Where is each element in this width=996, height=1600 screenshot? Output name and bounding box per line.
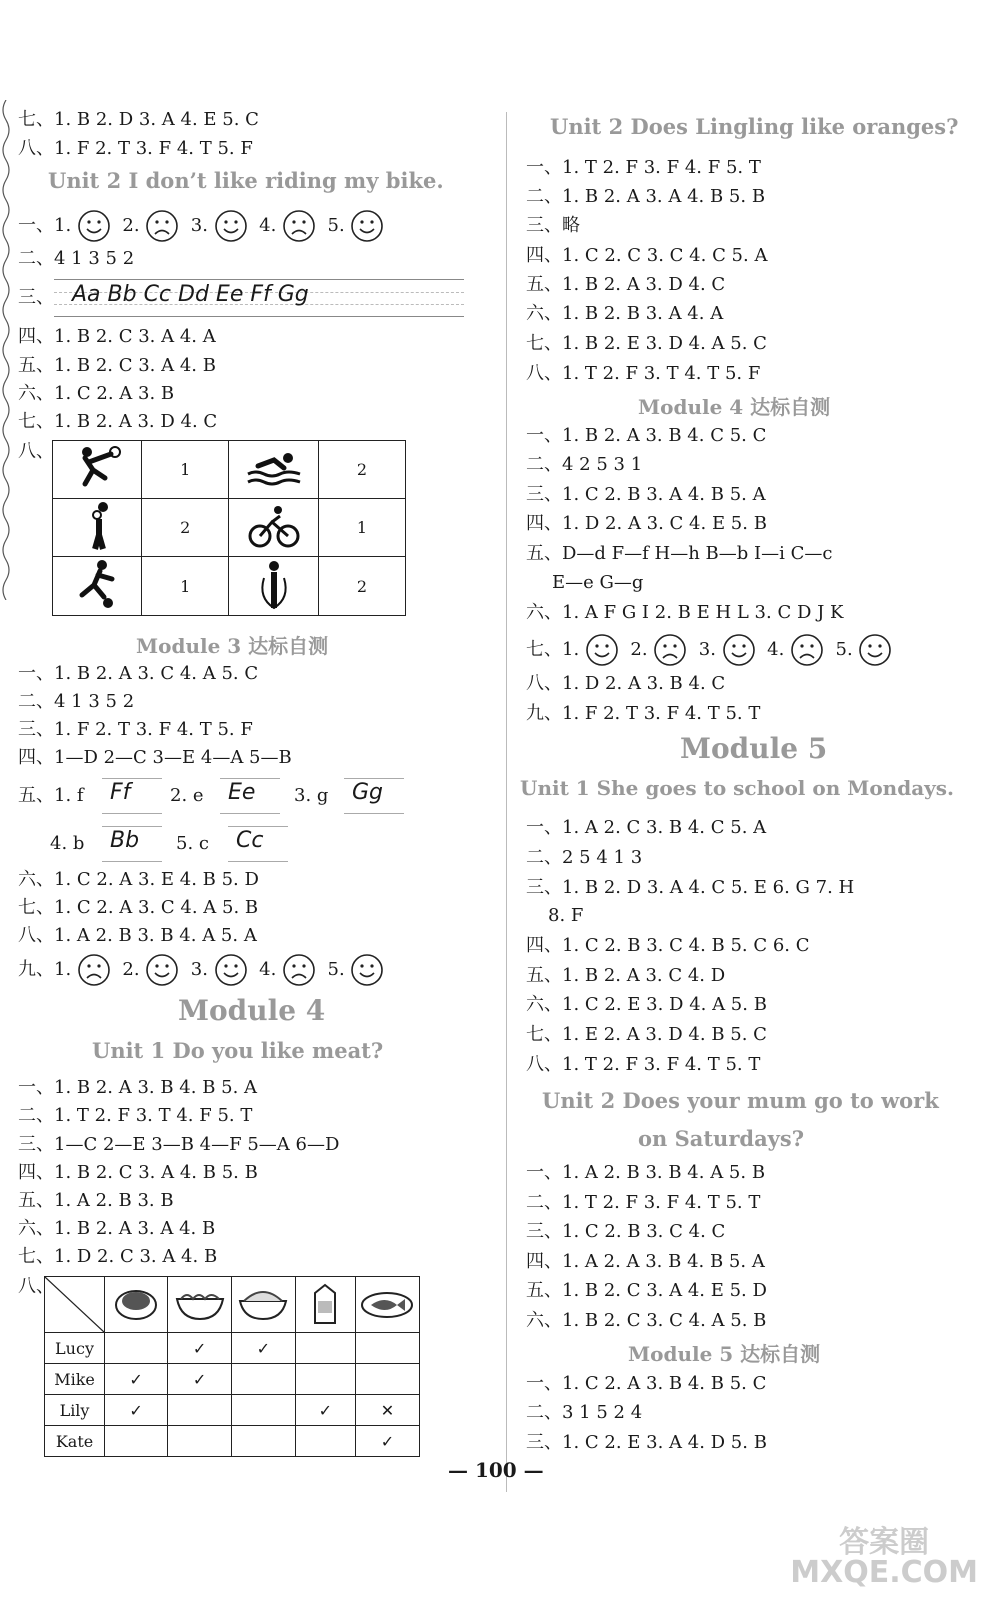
question-label: 九、1. <box>18 959 72 980</box>
diagonal-header-cell <box>45 1277 105 1333</box>
question-label: 5. <box>327 959 345 980</box>
answer-line: 八、1. T 2. F 3. F 4. T 5. T <box>526 1054 761 1075</box>
wavy-margin-line <box>0 100 12 600</box>
name-cell: Kate <box>45 1426 105 1457</box>
answer-line: 九、1. F 2. T 3. F 4. T 5. T <box>526 703 761 724</box>
question-label: 5. <box>327 215 345 236</box>
answer-line: 四、1. B 2. C 3. A 4. A <box>18 326 216 347</box>
answer-line: 三、1. C 2. B 3. A 4. B 5. A <box>526 484 766 505</box>
handwritten-letters: Ee <box>228 780 256 805</box>
question-label: 3. g <box>294 785 329 806</box>
table-cell: 1 <box>142 441 229 499</box>
answer-line: 一、1. A 2. C 3. B 4. C 5. A <box>526 817 767 838</box>
answer-line: 五、1. B 2. A 3. D 4. C <box>526 274 726 295</box>
noodles-bowl-icon <box>168 1277 232 1333</box>
cross-mark: ✕ <box>355 1395 419 1426</box>
question-label: 七、1. <box>526 639 580 660</box>
answer-line: 二、4 1 3 5 2 <box>18 248 135 269</box>
swimming-icon <box>229 441 319 499</box>
answer-line: 二、4 2 5 3 1 <box>526 454 643 475</box>
answer-line: 一、1. B 2. A 3. B 4. C 5. C <box>526 425 767 446</box>
answer-line: 七、1. B 2. A 3. D 4. C <box>18 411 218 432</box>
check-mark: ✓ <box>105 1395 168 1426</box>
table-cell: 1 <box>318 499 405 557</box>
module-title: Module 5 <box>680 732 828 765</box>
question-label: 3. <box>190 959 208 980</box>
answer-line: 八、1. A 2. B 3. B 4. A 5. A <box>18 925 257 946</box>
answer-line: 一、1. A 2. B 3. B 4. A 5. B <box>526 1162 766 1183</box>
question-label: 4. b <box>50 833 85 854</box>
question-label: 5. <box>835 639 853 660</box>
column-divider <box>506 112 507 1492</box>
answer-line: 七、1. E 2. A 3. D 4. B 5. C <box>526 1024 767 1045</box>
check-mark: ✓ <box>168 1364 232 1395</box>
answer-line: 四、1. D 2. A 3. C 4. E 5. B <box>526 513 767 534</box>
question-label: 一、1. <box>18 215 72 236</box>
milk-carton-icon <box>295 1277 355 1333</box>
sad-face-icon <box>282 953 316 987</box>
answer-line: 四、1. C 2. B 3. C 4. B 5. C 6. C <box>526 935 810 956</box>
answer-line: 五、1. A 2. B 3. B <box>18 1190 174 1211</box>
answer-line: 二、4 1 3 5 2 <box>18 691 135 712</box>
smiley-face-icon <box>145 953 179 987</box>
unit-title: Unit 2 Does your mum go to work <box>542 1088 939 1113</box>
answer-line: 一、1. C 2. A 3. B 4. B 5. C <box>526 1373 767 1394</box>
module-test-title: Module 5 达标自测 <box>628 1342 821 1366</box>
module-title: Module 4 <box>178 994 326 1027</box>
question-label: 2. <box>122 215 140 236</box>
question-label: 八、 <box>18 441 54 462</box>
table-cell <box>231 1364 295 1395</box>
answer-line: 五、1. B 2. C 3. A 4. B <box>18 355 216 376</box>
page-number: — 100 — <box>448 1458 544 1482</box>
answer-line: 八、1. T 2. F 3. T 4. T 5. F <box>526 363 761 384</box>
module-test-title: Module 4 达标自测 <box>638 395 831 419</box>
unit-title: Unit 2 I don’t like riding my bike. <box>48 168 444 193</box>
handwriting-line <box>18 280 54 316</box>
answer-line: 一、1. B 2. A 3. B 4. B 5. A <box>18 1077 258 1098</box>
fish-plate-icon <box>355 1277 419 1333</box>
basketball-player-icon <box>53 499 142 557</box>
table-cell <box>105 1333 168 1364</box>
answer-line: 二、1. T 2. F 3. F 4. T 5. T <box>526 1192 761 1213</box>
sad-face-icon <box>77 953 111 987</box>
answer-line: 三、1. F 2. T 3. F 4. T 5. F <box>18 719 253 740</box>
table-cell: 2 <box>318 441 405 499</box>
question-label: 八、 <box>18 1276 54 1297</box>
smiley-face-icon <box>722 633 756 667</box>
answer-line: 二、3 1 5 2 4 <box>526 1402 643 1423</box>
meat-icon <box>105 1277 168 1333</box>
faces-line <box>18 208 384 244</box>
smiley-face-icon <box>858 633 892 667</box>
question-label: 三、 <box>18 287 54 308</box>
answer-line: 七、1. D 2. C 3. A 4. B <box>18 1246 218 1267</box>
answer-line: 三、1—C 2—E 3—B 4—F 5—A 6—D <box>18 1134 340 1155</box>
answer-line: 六、1. B 2. C 3. C 4. A 5. B <box>526 1310 767 1331</box>
football-player-icon <box>53 557 142 616</box>
table-cell: 2 <box>142 499 229 557</box>
table-cell <box>105 1426 168 1457</box>
handwritten-letters: Aa Bb Cc Dd Ee Ff Gg <box>72 282 309 307</box>
answer-line: E—e G—g <box>552 572 644 593</box>
answer-line: 一、1. T 2. F 3. F 4. F 5. T <box>526 157 761 178</box>
answer-line: 四、1. C 2. C 3. C 4. C 5. A <box>526 245 768 266</box>
unit-title: Unit 1 Do you like meat? <box>92 1038 384 1063</box>
sad-face-icon <box>145 209 179 243</box>
question-label: 4. <box>767 639 785 660</box>
answer-line: 六、1. C 2. A 3. B <box>18 383 175 404</box>
answer-line: 五、1. B 2. C 3. A 4. E 5. D <box>526 1280 767 1301</box>
module-test-title: Module 3 达标自测 <box>136 634 329 658</box>
question-label: 4. <box>259 215 277 236</box>
answer-line: 六、1. A F G I 2. B E H L 3. C D J K <box>526 602 844 623</box>
question-label: 2. e <box>170 785 204 806</box>
faces-line <box>526 632 892 668</box>
answer-line: 三、1. C 2. E 3. A 4. D 5. B <box>526 1432 767 1453</box>
answer-line: 二、1. T 2. F 3. T 4. F 5. T <box>18 1105 253 1126</box>
table-cell <box>168 1426 232 1457</box>
handwritten-letters: Ff <box>110 780 131 805</box>
jump-rope-icon <box>229 557 319 616</box>
unit-title: Unit 2 Does Lingling like oranges? <box>550 114 959 139</box>
table-cell <box>231 1426 295 1457</box>
sad-face-icon <box>790 633 824 667</box>
rice-bowl-icon <box>231 1277 295 1333</box>
answer-line: 六、1. C 2. E 3. D 4. A 5. B <box>526 994 767 1015</box>
answer-line: 三、1. B 2. D 3. A 4. C 5. E 6. G 7. H <box>526 877 855 898</box>
table-cell <box>168 1395 232 1426</box>
question-label: 2. <box>122 959 140 980</box>
handwritten-letters: Gg <box>352 780 384 805</box>
name-cell: Lucy <box>45 1333 105 1364</box>
sad-face-icon <box>653 633 687 667</box>
smiley-face-icon <box>350 209 384 243</box>
smiley-face-icon <box>585 633 619 667</box>
answer-line: 五、1. B 2. A 3. C 4. D <box>526 965 726 986</box>
answer-line: 五、D—d F—f H—h B—b I—i C—c <box>526 543 833 564</box>
answer-line: 二、2 5 4 1 3 <box>526 847 643 868</box>
answer-line: 四、1. A 2. A 3. B 4. B 5. A <box>526 1251 765 1272</box>
table-cell <box>355 1333 419 1364</box>
answer-line: 六、1. C 2. A 3. E 4. B 5. D <box>18 869 259 890</box>
answer-line: 七、1. C 2. A 3. C 4. A 5. B <box>18 897 259 918</box>
table-cell <box>295 1426 355 1457</box>
sports-table <box>52 440 406 616</box>
question-label: 3. <box>190 215 208 236</box>
check-mark: ✓ <box>168 1333 232 1364</box>
table-cell <box>295 1364 355 1395</box>
answer-line: 六、1. B 2. B 3. A 4. A <box>526 303 724 324</box>
writing-guide <box>54 279 464 317</box>
answer-line: 四、1. B 2. C 3. A 4. B 5. B <box>18 1162 258 1183</box>
table-cell <box>295 1333 355 1364</box>
faces-line <box>18 952 384 988</box>
handwritten-letters: Cc <box>236 828 264 853</box>
smiley-face-icon <box>350 953 384 987</box>
answer-line: 七、1. B 2. D 3. A 4. E 5. C <box>18 109 259 130</box>
table-cell: 1 <box>142 557 229 616</box>
answer-line: 八、1. D 2. A 3. B 4. C <box>526 673 726 694</box>
check-mark: ✓ <box>295 1395 355 1426</box>
check-mark: ✓ <box>105 1364 168 1395</box>
question-label: 5. c <box>176 833 209 854</box>
answer-line: 二、1. B 2. A 3. A 4. B 5. B <box>526 186 766 207</box>
answer-line: 七、1. B 2. E 3. D 4. A 5. C <box>526 333 767 354</box>
unit-title: Unit 1 She goes to school on Mondays. <box>520 776 955 800</box>
table-cell <box>231 1395 295 1426</box>
cycling-icon <box>229 499 319 557</box>
table-cell <box>355 1364 419 1395</box>
food-preference-table <box>44 1276 420 1457</box>
unit-title-continued: on Saturdays? <box>638 1126 805 1151</box>
answer-line: 五、1. f <box>18 785 84 806</box>
question-label: 4. <box>259 959 277 980</box>
answer-line: 六、1. B 2. A 3. A 4. B <box>18 1218 216 1239</box>
watermark-logo: 答案圈 MXQE.COM <box>790 1525 978 1590</box>
question-label: 2. <box>630 639 648 660</box>
smiley-face-icon <box>214 209 248 243</box>
check-mark: ✓ <box>231 1333 295 1364</box>
table-cell: 2 <box>318 557 405 616</box>
answer-line: 四、1—D 2—C 3—E 4—A 5—B <box>18 747 292 768</box>
name-cell: Mike <box>45 1364 105 1395</box>
smiley-face-icon <box>214 953 248 987</box>
answer-line: 三、略 <box>526 215 580 236</box>
answer-line: 三、1. C 2. B 3. C 4. C <box>526 1221 726 1242</box>
smiley-face-icon <box>77 209 111 243</box>
check-mark: ✓ <box>355 1426 419 1457</box>
question-label: 3. <box>698 639 716 660</box>
sad-face-icon <box>282 209 316 243</box>
answer-line: 八、1. F 2. T 3. F 4. T 5. F <box>18 138 253 159</box>
answer-line: 一、1. B 2. A 3. C 4. A 5. C <box>18 663 259 684</box>
handwritten-letters: Bb <box>110 828 140 853</box>
badminton-icon <box>53 441 142 499</box>
name-cell: Lily <box>45 1395 105 1426</box>
answer-line: 8. F <box>548 905 584 926</box>
